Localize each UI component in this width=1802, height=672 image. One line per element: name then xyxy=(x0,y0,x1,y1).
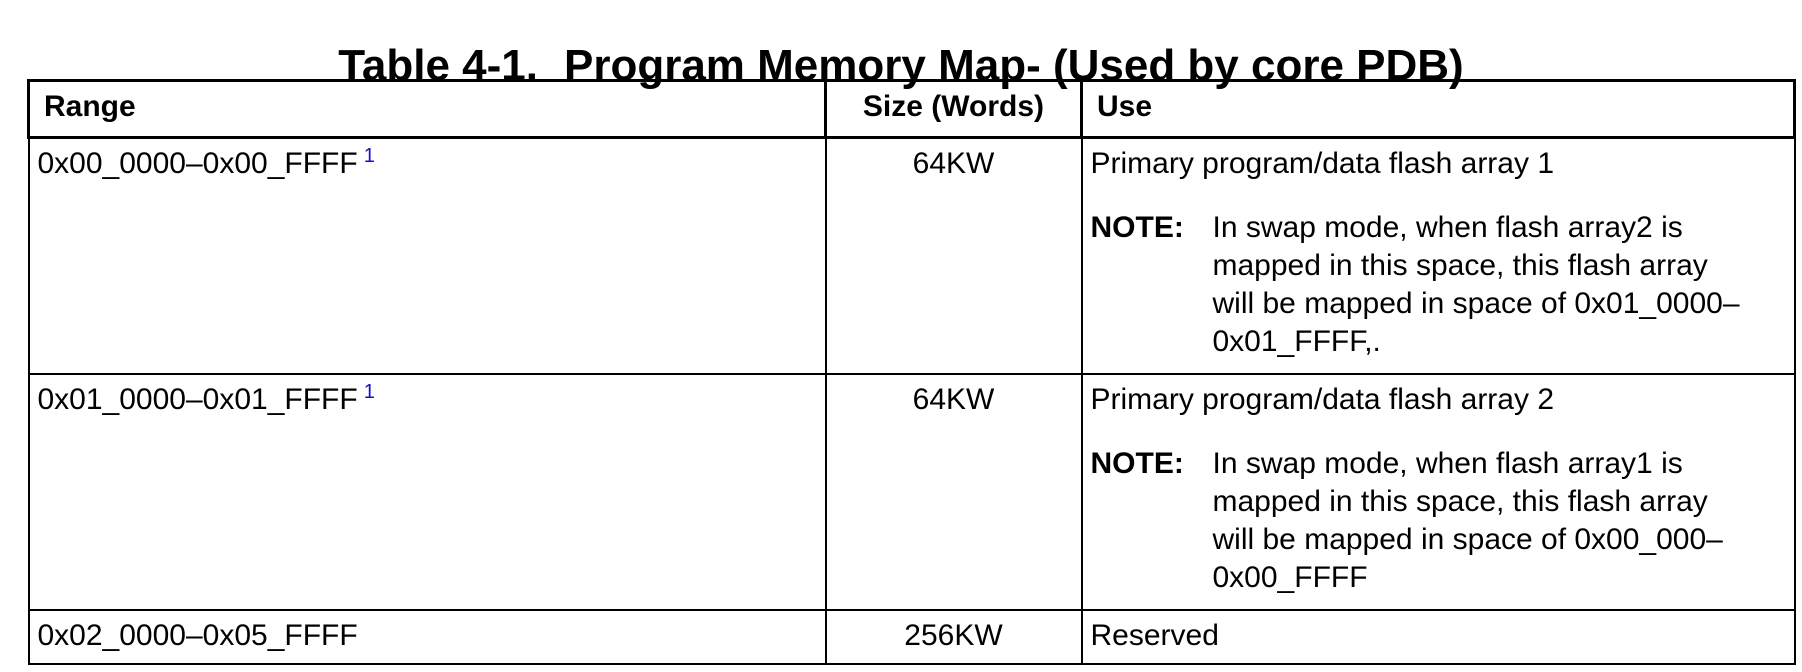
range-value: 0x00_0000–0x00_FFFF xyxy=(37,147,358,180)
note-line: In swap mode, when flash array2 is xyxy=(1212,211,1683,244)
header-use: Use xyxy=(1082,81,1795,138)
range-value: 0x02_0000–0x05_FFFF xyxy=(37,619,358,652)
table-title: Program Memory Map- (Used by core PDB) xyxy=(563,41,1464,91)
cell-size: 64KW xyxy=(826,374,1082,610)
use-text: Reserved xyxy=(1090,619,1219,652)
note-line: will be mapped in space of 0x00_000– xyxy=(1212,523,1723,556)
header-size: Size (Words) xyxy=(826,81,1082,138)
table-row xyxy=(29,610,1795,664)
note-block xyxy=(1091,445,1786,597)
cell-range xyxy=(29,374,826,610)
note-block xyxy=(1091,209,1786,361)
footnote-link[interactable]: 1 xyxy=(363,381,375,403)
cell-range xyxy=(29,138,826,375)
note-line: mapped in this space, this flash array xyxy=(1212,485,1708,518)
note-line: 0x00_FFFF xyxy=(1212,561,1368,594)
note-line: will be mapped in space of 0x01_0000– xyxy=(1212,287,1740,320)
table-number: Table 4-1. xyxy=(338,41,538,91)
note-text xyxy=(1213,445,1786,597)
cell-use xyxy=(1082,374,1795,610)
use-text: Primary program/data flash array 2 xyxy=(1090,383,1555,416)
footnote-link[interactable]: 1 xyxy=(363,145,375,167)
range-value: 0x01_0000–0x01_FFFF xyxy=(37,383,358,416)
note-label: NOTE: xyxy=(1090,211,1184,244)
table-row xyxy=(29,138,1795,375)
table-row xyxy=(29,374,1795,610)
cell-size: 64KW xyxy=(826,138,1082,375)
note-line: In swap mode, when flash array1 is xyxy=(1212,447,1683,480)
note-label: NOTE: xyxy=(1090,447,1184,480)
cell-range xyxy=(29,610,826,664)
cell-use xyxy=(1082,610,1795,664)
note-line: mapped in this space, this flash array xyxy=(1212,249,1708,282)
note-text xyxy=(1213,209,1786,361)
note-line: 0x01_FFFF,. xyxy=(1212,325,1381,358)
use-text: Primary program/data flash array 1 xyxy=(1090,147,1555,180)
program-memory-map-table xyxy=(27,79,1796,665)
cell-use xyxy=(1082,138,1795,375)
table-header-row xyxy=(29,81,1795,138)
cell-size: 256KW xyxy=(826,610,1082,664)
header-range: Range xyxy=(29,81,826,138)
